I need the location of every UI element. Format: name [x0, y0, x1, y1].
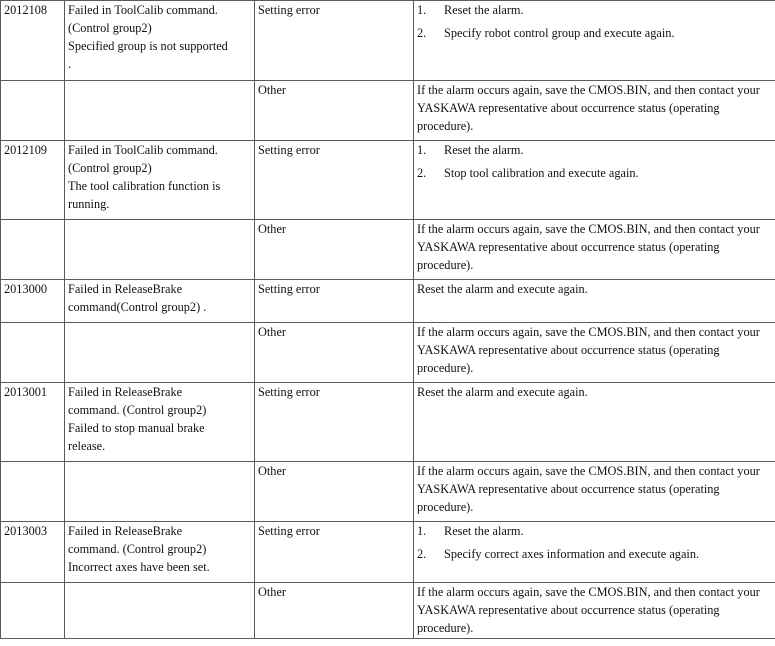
step-number: 1. [417, 143, 427, 157]
step-number: 2. [417, 547, 427, 561]
remedy-step [417, 24, 772, 42]
empty-description-cell [65, 220, 255, 280]
description-line: Failed in ReleaseBrake [68, 385, 183, 399]
alarm-row [1, 141, 775, 220]
other-remedy [414, 220, 775, 280]
alarm-code: 2012108 [1, 1, 65, 81]
remedy-text: Reset the alarm and execute again. [417, 385, 588, 399]
alarm-remedy [414, 1, 775, 81]
step-text: Reset the alarm. [444, 143, 524, 157]
description-line: (Control group2) [68, 21, 152, 35]
other-remedy-text: If the alarm occurs again, save the CMOS.BIN, and then contact your YASKAWA representative about occurrence status (operating procedure). [417, 585, 760, 635]
alarm-cause: Setting error [255, 522, 414, 583]
step-number: 1. [417, 524, 427, 538]
alarm-code: 2012109 [1, 141, 65, 220]
alarm-cause: Setting error [255, 383, 414, 462]
other-remedy-text: If the alarm occurs again, save the CMOS.BIN, and then contact your YASKAWA representative about occurrence status (operating procedure). [417, 83, 760, 133]
step-text: Reset the alarm. [444, 3, 524, 17]
remedy-steps [417, 1, 772, 42]
other-cause: Other [255, 323, 414, 383]
empty-description-cell [65, 81, 255, 141]
description-line: release. [68, 439, 106, 453]
alarm-cause: Setting error [255, 141, 414, 220]
description-line: command. (Control group2) [68, 403, 207, 417]
description-line: Failed in ReleaseBrake [68, 282, 183, 296]
description-line: . [68, 57, 72, 71]
other-cause: Other [255, 220, 414, 280]
alarm-description [65, 383, 255, 462]
step-text: Reset the alarm. [444, 524, 524, 538]
step-number: 1. [417, 3, 427, 17]
description-line: Failed in ToolCalib command. [68, 143, 218, 157]
empty-description-cell [65, 323, 255, 383]
remedy-steps [417, 141, 772, 182]
description-line: Specified group is not supported [68, 39, 228, 53]
other-remedy [414, 323, 775, 383]
empty-description-cell [65, 462, 255, 522]
other-remedy [414, 462, 775, 522]
step-text: Specify correct axes information and execute again. [444, 547, 700, 561]
other-cause: Other [255, 462, 414, 522]
other-remedy [414, 583, 775, 639]
alarm-description [65, 141, 255, 220]
alarm-remedy [414, 141, 775, 220]
alarm-remedy [414, 522, 775, 583]
empty-code-cell [1, 462, 65, 522]
remedy-step [417, 522, 772, 540]
other-cause: Other [255, 583, 414, 639]
description-line: Incorrect axes have been set. [68, 560, 210, 574]
empty-code-cell [1, 583, 65, 639]
empty-code-cell [1, 323, 65, 383]
alarm-code: 2013000 [1, 280, 65, 323]
alarm-row [1, 1, 775, 81]
description-line: command. (Control group2) [68, 542, 207, 556]
alarm-table-body [1, 1, 775, 639]
empty-code-cell [1, 81, 65, 141]
alarm-description [65, 1, 255, 81]
other-remedy-text: If the alarm occurs again, save the CMOS.BIN, and then contact your YASKAWA representative about occurrence status (operating procedure). [417, 222, 760, 272]
alarm-description [65, 280, 255, 323]
alarm-other-row [1, 323, 775, 383]
other-cause: Other [255, 81, 414, 141]
alarm-remedy [414, 383, 775, 462]
other-remedy-text: If the alarm occurs again, save the CMOS.BIN, and then contact your YASKAWA representative about occurrence status (operating procedure). [417, 325, 760, 375]
alarm-other-row [1, 220, 775, 280]
alarm-row [1, 280, 775, 323]
alarm-code: 2013001 [1, 383, 65, 462]
empty-description-cell [65, 583, 255, 639]
remedy-step [417, 164, 772, 182]
description-line: The tool calibration function is [68, 179, 221, 193]
step-text: Stop tool calibration and execute again. [444, 166, 639, 180]
alarm-cause: Setting error [255, 1, 414, 81]
alarm-description [65, 522, 255, 583]
description-line: (Control group2) [68, 161, 152, 175]
step-number: 2. [417, 26, 427, 40]
step-number: 2. [417, 166, 427, 180]
alarm-remedy [414, 280, 775, 323]
other-remedy [414, 81, 775, 141]
description-line: Failed to stop manual brake [68, 421, 205, 435]
empty-code-cell [1, 220, 65, 280]
description-line: Failed in ReleaseBrake [68, 524, 183, 538]
description-line: command(Control group2) . [68, 300, 207, 314]
alarm-other-row [1, 81, 775, 141]
alarm-other-row [1, 583, 775, 639]
alarm-cause: Setting error [255, 280, 414, 323]
alarm-row [1, 383, 775, 462]
remedy-text: Reset the alarm and execute again. [417, 282, 588, 296]
step-text: Specify robot control group and execute again. [444, 26, 675, 40]
remedy-step [417, 1, 772, 19]
remedy-step [417, 141, 772, 159]
alarm-code: 2013003 [1, 522, 65, 583]
description-line: Failed in ToolCalib command. [68, 3, 218, 17]
alarm-row [1, 522, 775, 583]
alarm-other-row [1, 462, 775, 522]
other-remedy-text: If the alarm occurs again, save the CMOS.BIN, and then contact your YASKAWA representative about occurrence status (operating procedure). [417, 464, 760, 514]
remedy-step [417, 545, 772, 563]
description-line: running. [68, 197, 110, 211]
remedy-steps [417, 522, 772, 563]
